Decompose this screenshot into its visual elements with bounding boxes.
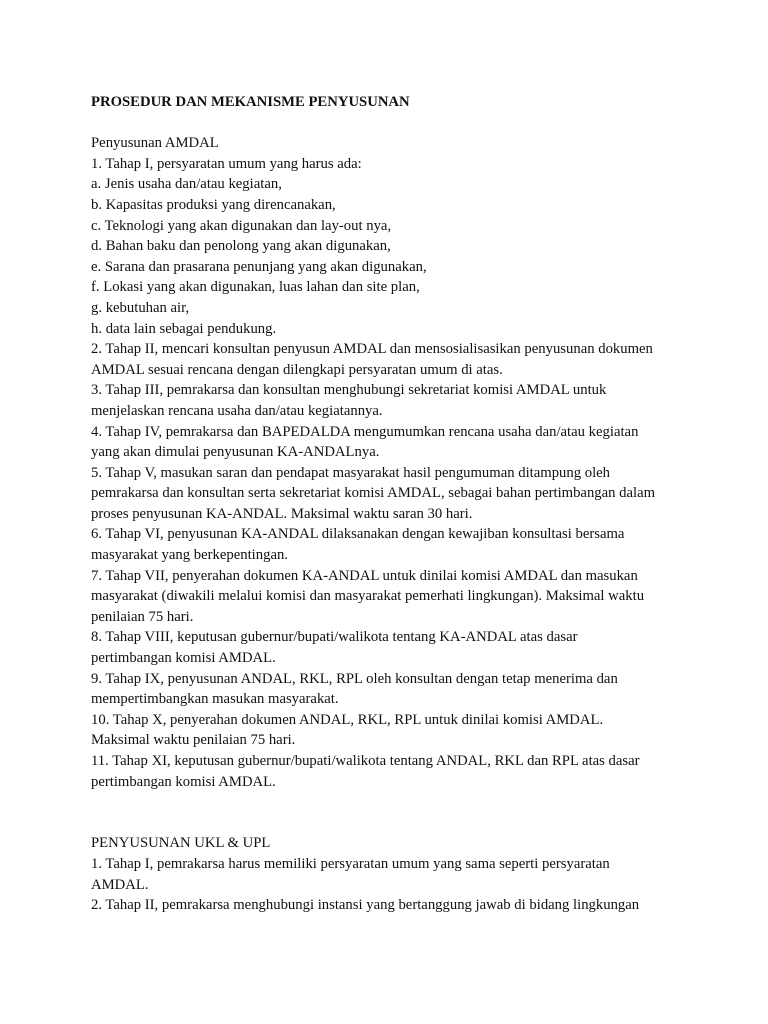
text-line: pertimbangan komisi AMDAL. [91, 773, 276, 790]
spacer [91, 113, 701, 134]
text-line: 4. Tahap IV, pemrakarsa dan BAPEDALDA mengumumkan rencana usaha dan/atau kegiatan [91, 423, 639, 440]
text-line: c. Teknologi yang akan digunakan dan lay-out nya, [91, 217, 392, 234]
text-line: 9. Tahap IX, penyusunan ANDAL, RKL, RPL oleh konsultan dengan tetap menerima dan [91, 670, 618, 687]
text-line: mempertimbangkan masukan masyarakat. [91, 691, 339, 708]
text-line: 11. Tahap XI, keputusan gubernur/bupati/walikota tentang ANDAL, RKL dan RPL atas dasar [91, 753, 640, 769]
text-line: 7. Tahap VII, penyerahan dokumen KA-ANDAL untuk dinilai komisi AMDAL dan masukan [91, 567, 638, 584]
text-line: g. kebutuhan air, [91, 299, 190, 316]
section-heading-ukl-upl: PENYUSUNAN UKL & UPL [91, 835, 271, 852]
text-line: 3. Tahap III, pemrakarsa dan konsultan menghubungi sekretariat komisi AMDAL untuk [91, 382, 607, 399]
text-line: 2. Tahap II, mencari konsultan penyusun AMDAL dan mensosialisasikan penyusunan dokumen [91, 341, 653, 358]
text-line: yang akan dimulai penyusunan KA-ANDALnya. [91, 444, 380, 461]
text-line: e. Sarana dan prasarana penunjang yang akan digunakan, [91, 258, 427, 275]
text-line: f. Lokasi yang akan digunakan, luas lahan dan site plan, [91, 279, 420, 296]
text-line: 1. Tahap I, persyaratan umum yang harus ada: [91, 155, 362, 172]
text-line: proses penyusunan KA-ANDAL. Maksimal waktu saran 30 hari. [91, 505, 473, 522]
text-line: a. Jenis usaha dan/atau kegiatan, [91, 176, 282, 193]
text-line: penilaian 75 hari. [91, 608, 194, 625]
document-title: PROSEDUR DAN MEKANISME PENYUSUNAN [91, 94, 410, 110]
text-line: pertimbangan komisi AMDAL. [91, 650, 276, 667]
document-page [91, 92, 701, 916]
ukl-upl-lines [91, 854, 701, 916]
text-line: b. Kapasitas produksi yang direncanakan, [91, 196, 336, 213]
spacer [91, 792, 701, 833]
amdal-lines [91, 154, 701, 792]
text-line: 8. Tahap VIII, keputusan gubernur/bupati/walikota tentang KA-ANDAL atas dasar [91, 629, 578, 646]
text-line: masyarakat (diwakili melalui komisi dan masyarakat pemerhati lingkungan). Maksimal waktu [91, 588, 645, 605]
text-line: masyarakat yang berkepentingan. [91, 547, 288, 564]
text-line: 2. Tahap II, pemrakarsa menghubungi instansi yang bertanggung jawab di bidang lingkungan [91, 897, 640, 914]
amdal-section [91, 133, 701, 792]
ukl-upl-section [91, 833, 701, 915]
text-line: AMDAL sesuai rencana dengan dilengkapi persyaratan umum di atas. [91, 361, 503, 378]
text-line: menjelaskan rencana usaha dan/atau kegiatannya. [91, 402, 383, 419]
text-line: Maksimal waktu penilaian 75 hari. [91, 732, 296, 749]
text-line: d. Bahan baku dan penolong yang akan digunakan, [91, 238, 391, 255]
text-line: 6. Tahap VI, penyusunan KA-ANDAL dilaksanakan dengan kewajiban konsultasi bersama [91, 526, 625, 543]
text-line: 1. Tahap I, pemrakarsa harus memiliki persyaratan umum yang sama seperti persyaratan [91, 855, 610, 872]
text-line: 5. Tahap V, masukan saran dan pendapat masyarakat hasil pengumuman ditampung oleh [91, 464, 611, 481]
section-heading-amdal: Penyusunan AMDAL [91, 135, 219, 152]
text-line: AMDAL. [91, 876, 149, 893]
text-line: h. data lain sebagai pendukung. [91, 320, 277, 337]
text-line: pemrakarsa dan konsultan serta sekretariat komisi AMDAL, sebagai bahan pertimbangan dalam [91, 485, 656, 502]
text-line: 10. Tahap X, penyerahan dokumen ANDAL, RKL, RPL untuk dinilai komisi AMDAL. [91, 711, 604, 728]
